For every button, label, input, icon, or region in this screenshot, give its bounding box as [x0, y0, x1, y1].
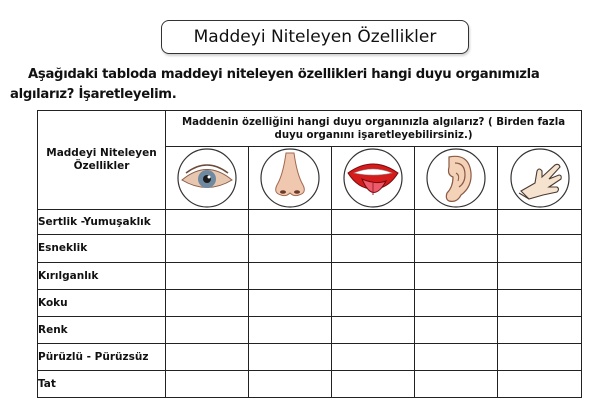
sense-cell-nose	[249, 147, 332, 210]
answer-cell[interactable]	[166, 235, 249, 262]
sense-cell-eye	[166, 147, 249, 210]
senses-table	[37, 110, 582, 398]
answer-cell[interactable]	[498, 343, 582, 370]
answer-cell[interactable]	[415, 235, 498, 262]
answer-cell[interactable]	[332, 343, 415, 370]
row-label: Tat	[38, 370, 166, 397]
answer-cell[interactable]	[498, 316, 582, 343]
answer-cell[interactable]	[166, 343, 249, 370]
row-label: Pürüzlü - Pürüzsüz	[38, 343, 166, 370]
answer-cell[interactable]	[249, 210, 332, 235]
sense-cell-ear	[415, 147, 498, 210]
answer-cell[interactable]	[166, 262, 249, 289]
answer-cell[interactable]	[332, 370, 415, 397]
answer-cell[interactable]	[415, 370, 498, 397]
answer-cell[interactable]	[249, 235, 332, 262]
row-label: Esneklik	[38, 235, 166, 262]
table-row	[38, 343, 582, 370]
answer-cell[interactable]	[498, 370, 582, 397]
answer-cell[interactable]	[249, 316, 332, 343]
answer-cell[interactable]	[498, 262, 582, 289]
answer-cell[interactable]	[249, 370, 332, 397]
sense-cell-hand	[498, 147, 582, 210]
table-row	[38, 262, 582, 289]
nose-icon	[259, 147, 321, 209]
answer-cell[interactable]	[498, 235, 582, 262]
table-row	[38, 210, 582, 235]
instruction-text: Aşağıdaki tabloda maddeyi niteleyen özellikleri hangi duyu organımızla algılarız? İşaretleyelim.	[10, 67, 540, 102]
row-label: Kırılganlık	[38, 262, 166, 289]
row-label: Renk	[38, 316, 166, 343]
header-row	[38, 111, 582, 147]
sense-cell-tongue	[332, 147, 415, 210]
answer-cell[interactable]	[332, 316, 415, 343]
eye-icon	[176, 147, 238, 209]
hand-icon	[509, 147, 571, 209]
answer-cell[interactable]	[166, 210, 249, 235]
answer-cell[interactable]	[249, 262, 332, 289]
answer-cell[interactable]	[166, 316, 249, 343]
answer-cell[interactable]	[332, 289, 415, 316]
row-label: Koku	[38, 289, 166, 316]
table-row	[38, 235, 582, 262]
answer-cell[interactable]	[415, 343, 498, 370]
feature-column-header: Maddeyi Niteleyen Özellikler	[38, 111, 166, 210]
answer-cell[interactable]	[498, 289, 582, 316]
ear-icon	[425, 147, 487, 209]
row-label: Sertlik -Yumuşaklık	[38, 210, 166, 235]
tongue-icon	[342, 147, 404, 209]
table-row	[38, 370, 582, 397]
answer-cell[interactable]	[332, 235, 415, 262]
table-row	[38, 316, 582, 343]
answer-cell[interactable]	[166, 289, 249, 316]
table-row	[38, 289, 582, 316]
question-header: Maddenin özelliğini hangi duyu organınızla algılarız? ( Birden fazla duyu organını işaretleyebilirsiniz.)	[166, 111, 582, 147]
answer-cell[interactable]	[332, 210, 415, 235]
answer-cell[interactable]	[249, 343, 332, 370]
answer-cell[interactable]	[415, 210, 498, 235]
answer-cell[interactable]	[415, 262, 498, 289]
answer-cell[interactable]	[415, 289, 498, 316]
answer-cell[interactable]	[332, 262, 415, 289]
answer-cell[interactable]	[415, 316, 498, 343]
answer-cell[interactable]	[166, 370, 249, 397]
answer-cell[interactable]	[249, 289, 332, 316]
page-title: Maddeyi Niteleyen Özellikler	[161, 20, 469, 54]
answer-cell[interactable]	[498, 210, 582, 235]
